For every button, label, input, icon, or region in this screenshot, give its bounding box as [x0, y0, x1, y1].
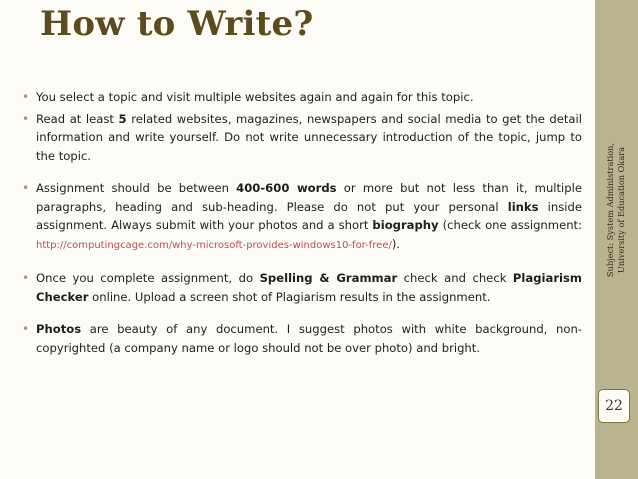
bullet-bold: links	[507, 199, 539, 214]
bullet-text: Assignment should be between	[36, 181, 237, 195]
bullet-marker: •	[22, 111, 30, 126]
bullet-item-1	[22, 88, 582, 107]
sidebar-caption-line2: University of Education Okara	[616, 146, 626, 274]
bullet-bold: biography	[372, 218, 439, 232]
bullet-bold: Plagiarism Checker	[36, 271, 582, 304]
bullet-marker: •	[22, 271, 30, 285]
bullet-item-5	[22, 320, 582, 357]
bullet-marker: •	[22, 90, 30, 104]
bullet-text: are beauty of any document. I suggest photos with white background, non-copyrighted (a company name or logo should not be over photo) and bright.	[36, 322, 582, 355]
bullet-text: ).	[391, 236, 401, 251]
bullet-item-2	[22, 110, 582, 166]
bullet-bold: 5	[118, 111, 127, 126]
bullet-text: Read at least	[36, 111, 119, 126]
bullet-text: Once you complete assignment, do	[36, 271, 260, 285]
page-number: 22	[598, 389, 630, 423]
bullet-text: check and check	[397, 271, 513, 285]
bullet-bold: Spelling & Grammar	[259, 271, 398, 285]
bullet-text: You select a topic and visit multiple websites again and again for this topic.	[36, 90, 474, 104]
bullet-bold: Photos	[36, 322, 82, 336]
bullet-text: (check one assignment:	[438, 218, 583, 232]
bullet-marker: •	[22, 181, 30, 195]
bullet-text: online. Upload a screen shot of Plagiarism results in the assignment.	[88, 289, 491, 304]
bullet-bold: 400-600 words	[236, 181, 337, 195]
bullet-list	[22, 88, 582, 357]
assignment-link[interactable]: http://computingcage.com/why-microsoft-provides-windows10-for-free/	[36, 239, 392, 251]
bullet-text: related websites, magazines, newspapers and social media to get the detail information and write yourself. Do not write unnecessary introduction of the topic, jump to the topic.	[36, 111, 582, 163]
bullet-item-4	[22, 269, 582, 306]
bullet-item-3	[22, 179, 582, 255]
sidebar-caption-line1: Subject: System Administration,	[605, 142, 615, 278]
slide-title: How to Write?	[40, 4, 314, 44]
bullet-marker: •	[22, 322, 30, 336]
bullet-text: or more but not less than it, multiple paragraphs, heading and sub-heading. Please do not put your personal	[36, 181, 582, 214]
bullet-text: inside assignment. Always submit with your photos and a short	[36, 199, 582, 232]
sidebar-caption	[598, 142, 634, 278]
